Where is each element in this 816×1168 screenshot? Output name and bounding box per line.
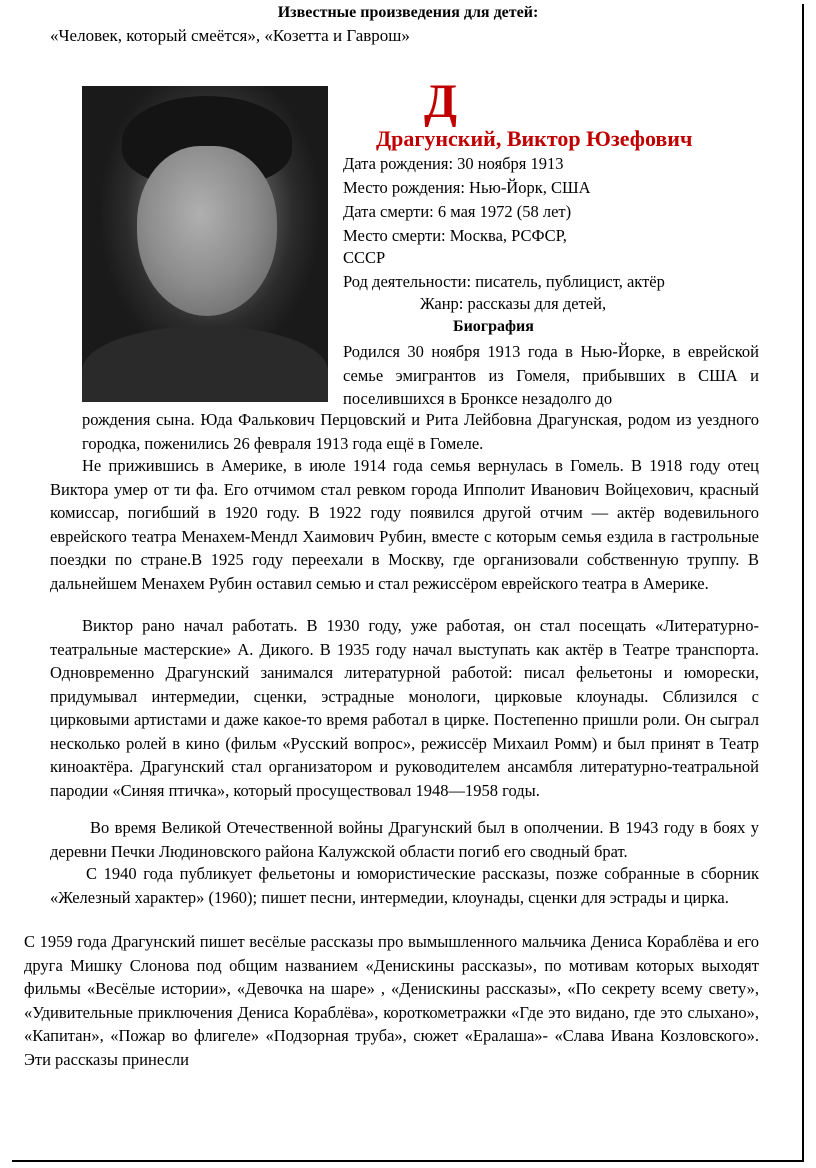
death-place: Место смерти: Москва, РСФСР, <box>343 226 567 245</box>
genre: Жанр: рассказы для детей, <box>420 294 607 313</box>
works-heading: Известные произведения для детей: <box>277 4 539 21</box>
bio-paragraph-4: Во время Великой Отечественной войны Драгунский был в ополчении. В 1943 году в боях у деревни Печки Людиновского района Калужской области погиб его сводный брат. <box>50 818 759 861</box>
person-name: Драгунский, Виктор Юзефович <box>376 126 693 151</box>
portrait-photo <box>82 86 328 402</box>
birth-date: Дата рождения: 30 ноября 1913 <box>343 154 564 173</box>
bio-paragraph-1b: рождения сына. Юда Фалькович Перцовский и Рита Лейбовна Драгунская, родом из уездного городка, поженились 26 февраля 1913 года ещё в Гомеле. <box>82 410 759 453</box>
birth-place: Место рождения: Нью-Йорк, США <box>343 178 591 197</box>
death-date: Дата смерти: 6 мая 1972 (58 лет) <box>343 202 572 221</box>
portrait-face <box>137 146 277 316</box>
bio-paragraph-6: С 1959 года Драгунский пишет весёлые рассказы про вымышленного мальчика Дениса Кораблёва и его друга Мишку Слонова под общим названием «Денискины рассказы», по мотивам которых выходят фильмы «Весёлые истории», «Девочка на шаре» , «Денискины рассказы», «По секрету всему свету», «Удивительные приключения Дениса Кораблёва», короткометражки «Где это видано, где это слыхано», «Капитан», «Пожар во флигеле» «Подзорная труба», сюжет «Ералаша»- «Слава Ивана Козловского». Эти рассказы принесли <box>24 932 759 1069</box>
biography-heading: Биография <box>453 318 534 335</box>
bio-paragraph-5: С 1940 года публикует фельетоны и юмористические рассказы, позже собранные в сборник «Железный характер» (1960); пишет песни, интермедии, клоунады, сценки для эстрады и цирка. <box>50 864 759 907</box>
initial-letter: Д <box>424 75 458 128</box>
death-place-country: СССР <box>343 248 386 267</box>
bio-paragraph-3: Виктор рано начал работать. В 1930 году, уже работая, он стал посещать «Литературно-театральные мастерские» А. Дикого. В 1935 году начал выступать как актёр в Театре транспорта. Одновременно Драгунский занимался литературной работой: писал фельетоны и юморески, придумывал интермедии, сценки, эстрадные монологи, цирковые клоунады. Сблизился с цирковыми артистами и даже какое-то время работал в цирке. Постепенно пришли роли. Он сыграл несколько ролей в кино (фильм «Русский вопрос», режиссёр Михаил Ромм) и был принят в Театр киноактёра. Драгунский стал организатором и руководителем ансамбля литературно-театральной пародии «Синяя птичка», который просуществовал 1948—1958 годы. <box>50 616 759 800</box>
works-list: «Человек, который смеётся», «Козетта и Гаврош» <box>50 26 410 45</box>
occupation: Род деятельности: писатель, публицист, актёр <box>343 272 665 291</box>
portrait-shoulders <box>82 326 328 402</box>
bio-paragraph-1a: Родился 30 ноября 1913 года в Нью-Йорке, в еврейской семье эмигрантов из Гомеля, прибывших в США и поселившихся в Бронксе незадолго до <box>343 342 759 408</box>
bio-paragraph-2: Не прижившись в Америке, в июле 1914 года семья вернулась в Гомель. В 1918 году отец Виктора умер от ти фа. Его отчимом стал ревком города Ипполит Иванович Войцехович, красный комиссар, погибший в 1920 году. В 1922 году появился другой отчим — актёр водевильного еврейского театра Менахем-Мендл Хаимович Рубин, вместе с которым семья ездила в гастрольные поездки по стране.В 1925 году переехали в Москву, где организовали собственную труппу. В дальнейшем Менахем Рубин оставил семью и стал режиссёром еврейского театра в Америке. <box>50 456 759 593</box>
